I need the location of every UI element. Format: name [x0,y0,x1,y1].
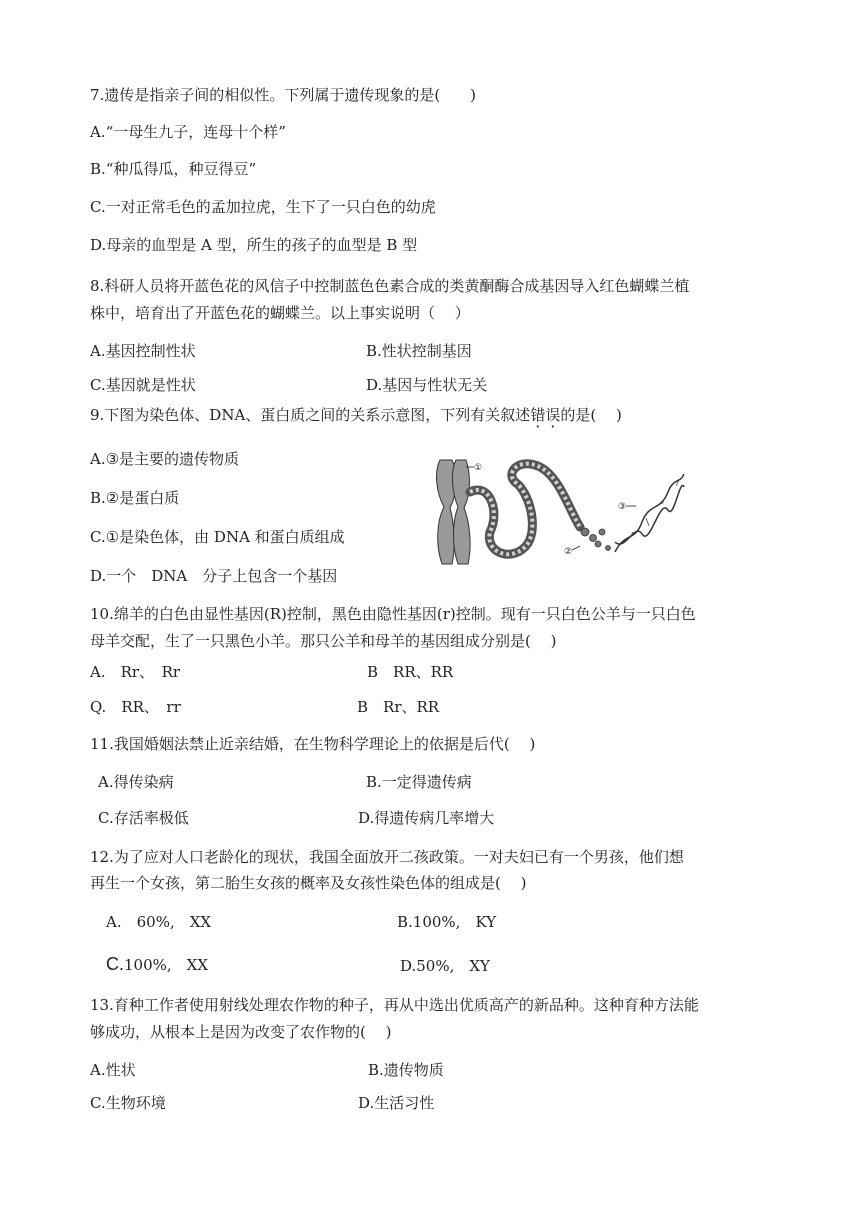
q13-option-d: D.生活习性 [358,1094,435,1112]
q11-stem: 11.我国婚姻法禁止近亲结婚，在生物科学理论上的依据是后代( ) [90,735,536,753]
q13-stem-line1: 13.育种工作者使用射线处理农作物的种子，再从中选出优质高产的新品种。这种育种方法能 [90,996,699,1014]
q13-stem-line2: 够成功，从根本上是因为改变了农作物的( ) [90,1023,392,1041]
q12-stem-line2: 再生一个女孩，第二胎生女孩的概率及女孩性染色体的组成是( ) [90,874,527,892]
q12-stem-line1: 12.为了应对人口老龄化的现状，我国全面放开二孩政策。一对夫妇已有一个男孩，他们想 [90,848,684,866]
chromosome-dna-figure [430,452,690,572]
q8-option-c: C.基因就是性状 [90,376,196,394]
q7-option-a: A.“一母生九子，连母十个样” [90,123,286,141]
q9-option-d: D.一个 DNA 分子上包含一个基因 [90,567,338,585]
q12-option-a: A. 60%, XX [106,913,212,931]
q7-option-b: B.“种瓜得瓜，种豆得豆” [90,160,257,178]
q11-option-a: A.得传染病 [98,773,174,791]
q9-stem [90,404,622,426]
q10-stem-line2: 母羊交配，生了一只黑色小羊。那只公羊和母羊的基因组成分别是( ) [90,632,557,650]
q10-option-a: A. Rr、 Rr [90,663,181,681]
q9-option-c: C.①是染色体，由 DNA 和蛋白质组成 [90,528,345,546]
q11-option-c: C.存活率极低 [98,809,189,827]
q13-option-b: B.遗传物质 [368,1061,444,1079]
chromosome-icon [437,460,471,564]
figure-label-2: ② [564,547,573,557]
q10-option-b: B RR、RR [367,663,454,681]
q12-option-d: D.50%, XY [400,957,490,975]
figure-label-1: ① [474,463,483,473]
q8-stem-line2: 株中，培育出了开蓝色花的蝴蝶兰。以上事实说明（ ） [90,304,470,322]
figure-label-3: ③ [618,502,627,512]
q11-option-d: D.得遗传病几率增大 [358,809,495,827]
q12-option-c-letter: C. [106,954,124,974]
q12-option-c [106,953,208,976]
q12-option-b: B.100%, KY [397,913,497,931]
q10-option-d: B Rr、RR [357,698,440,716]
q7-stem: 7.遗传是指亲子间的相似性。下列属于遗传现象的是( ) [90,86,477,104]
q8-option-a: A.基因控制性状 [90,342,196,360]
q8-stem-line1: 8.科研人员将开蓝色花的风信子中控制蓝色色素合成的类黄酮酶合成基因导入红色蝴蝶兰植 [90,277,690,295]
q11-option-b: B.一定得遗传病 [366,773,472,791]
q10-option-c: Q. RR、 rr [90,698,181,716]
q13-option-a: A.性状 [90,1061,136,1079]
q9-option-b: B.②是蛋白质 [90,489,180,507]
q8-option-b: B.性状控制基因 [366,342,472,360]
q9-option-a: A.③是主要的遗传物质 [90,450,240,468]
q7-option-c: C.一对正常毛色的孟加拉虎，生下了一只白色的幼虎 [90,198,436,216]
q9-stem-emph-2: 误 [545,406,561,424]
q10-stem-line1: 10.绵羊的白色由显性基因(R)控制，黑色由隐性基因(r)控制。现有一只白色公羊与一只白色 [90,605,696,623]
q7-option-d: D.母亲的血型是 A 型，所生的孩子的血型是 B 型 [90,236,418,254]
q12-option-c-text: 100%, XX [124,956,209,974]
q9-stem-pre: 9.下图为染色体、DNA、蛋白质之间的关系示意图，下列有关叙述 [90,406,531,424]
q13-option-c: C.生物环境 [90,1094,166,1112]
q8-option-d: D.基因与性状无关 [366,376,488,394]
q9-stem-post: 的是( ) [560,406,622,424]
q9-stem-emph-1: 错 [530,406,546,424]
